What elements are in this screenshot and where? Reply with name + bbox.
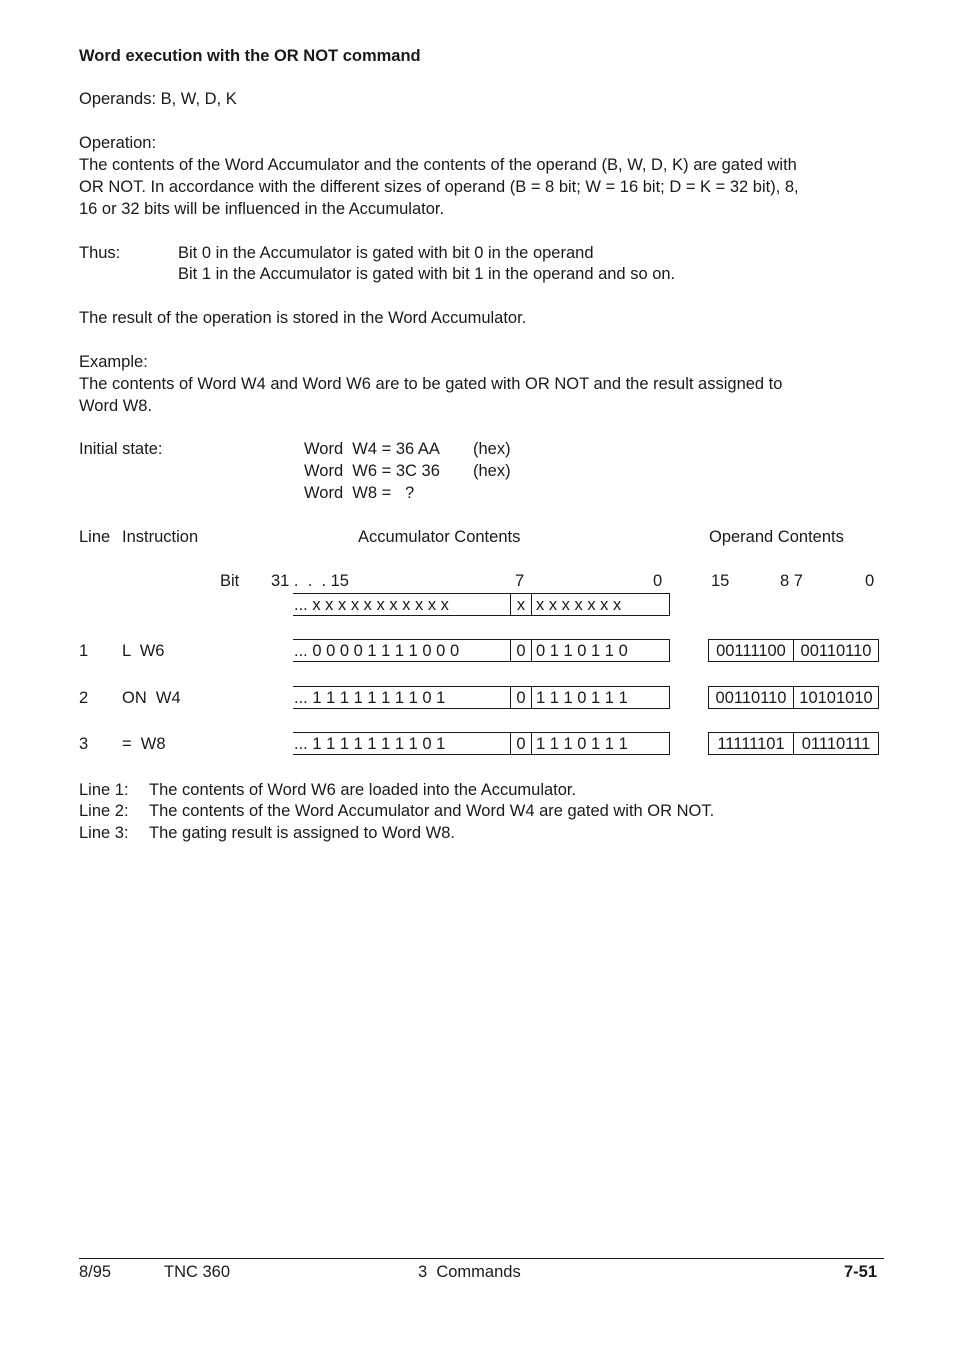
note-label: Line 3:: [79, 824, 129, 842]
initial-state-word: Word W6 = 3C 36: [304, 462, 440, 480]
acc-bit8: 0: [516, 689, 526, 707]
op-bit-15: 15: [711, 572, 730, 590]
acc-bit-0: 0: [653, 572, 663, 590]
initial-state-unit: (hex): [473, 462, 511, 480]
page-heading: Word execution with the OR NOT command: [79, 47, 421, 65]
header-instruction: Instruction: [122, 528, 199, 546]
footer-date: 8/95: [79, 1263, 112, 1281]
row-instruction: = W8: [122, 735, 166, 753]
acc-low-bits: 0 1 1 0 1 1 0: [536, 642, 628, 660]
acc-bit-7: 7: [515, 572, 525, 590]
operand-high-byte: 11111101: [717, 735, 785, 753]
header-operand: Operand Contents: [709, 528, 844, 546]
operand-high-byte: 00110110: [715, 689, 787, 707]
row-instruction: L W6: [122, 642, 165, 660]
initial-state-unit: (hex): [473, 440, 511, 458]
acc-high-bits: ... x x x x x x x x x x x: [294, 596, 449, 614]
thus-line: Bit 1 in the Accumulator is gated with bit 1 in the operand and so on.: [178, 265, 676, 283]
acc-high-bits: ... 1 1 1 1 1 1 1 1 0 1: [294, 735, 446, 753]
acc-high-bits: ... 0 0 0 0 1 1 1 1 0 0 0: [294, 642, 460, 660]
acc-high-bits: ... 1 1 1 1 1 1 1 1 0 1: [294, 689, 446, 707]
operand-high-byte: 00111100: [716, 642, 786, 660]
note-label: Line 1:: [79, 781, 129, 799]
note-text: The contents of the Word Accumulator and Word W4 are gated with OR NOT.: [149, 802, 715, 820]
footer-rule: [79, 1258, 884, 1259]
note-text: The gating result is assigned to Word W8.: [149, 824, 456, 842]
operands-text: Operands: B, W, D, K: [79, 90, 237, 108]
row-line-number: 3: [79, 735, 89, 753]
op-bit-0: 0: [865, 572, 875, 590]
example-line: Word W8.: [79, 397, 153, 415]
operation-line: 16 or 32 bits will be influenced in the Accumulator.: [79, 200, 445, 218]
operand-low-byte: 00110110: [800, 642, 872, 660]
example-label: Example:: [79, 353, 148, 371]
operation-line: The contents of the Word Accumulator and the contents of the operand (B, W, D, K) are gated with: [79, 156, 797, 174]
header-accumulator: Accumulator Contents: [358, 528, 521, 546]
acc-low-bits: 1 1 1 0 1 1 1: [536, 735, 628, 753]
acc-bit8: 0: [516, 642, 526, 660]
operand-low-byte: 10101010: [799, 689, 873, 707]
bit-label: Bit: [220, 572, 240, 590]
operation-line: OR NOT. In accordance with the different sizes of operand (B = 8 bit; W = 16 bit; D = K = 32 bit), 8,: [79, 178, 799, 196]
acc-low-bits: 1 1 1 0 1 1 1: [536, 689, 628, 707]
footer-page-number: 7-51: [844, 1263, 878, 1281]
acc-bit8: 0: [516, 735, 526, 753]
row-line-number: 1: [79, 642, 89, 660]
initial-state-label: Initial state:: [79, 440, 163, 458]
acc-bit-scale: 31 . . . 15: [271, 572, 349, 590]
row-line-number: 2: [79, 689, 89, 707]
operation-label: Operation:: [79, 134, 157, 152]
acc-bit8: x: [516, 596, 526, 614]
header-line: Line: [79, 528, 111, 546]
footer-chapter: 3 Commands: [418, 1263, 521, 1281]
result-text: The result of the operation is stored in the Word Accumulator.: [79, 309, 527, 327]
note-label: Line 2:: [79, 802, 129, 820]
thus-label: Thus:: [79, 244, 121, 262]
operand-low-byte: 01110111: [801, 735, 871, 753]
acc-low-bits: x x x x x x x: [536, 596, 622, 614]
footer-model: TNC 360: [164, 1263, 231, 1281]
example-line: The contents of Word W4 and Word W6 are to be gated with OR NOT and the result assigned to: [79, 375, 783, 393]
thus-line: Bit 0 in the Accumulator is gated with bit 0 in the operand: [178, 244, 594, 262]
initial-state-word: Word W4 = 36 AA: [304, 440, 440, 458]
initial-state-word: Word W8 = ?: [304, 484, 415, 502]
row-instruction: ON W4: [122, 689, 181, 707]
op-bit-8-7: 8 7: [780, 572, 803, 590]
note-text: The contents of Word W6 are loaded into the Accumulator.: [149, 781, 577, 799]
